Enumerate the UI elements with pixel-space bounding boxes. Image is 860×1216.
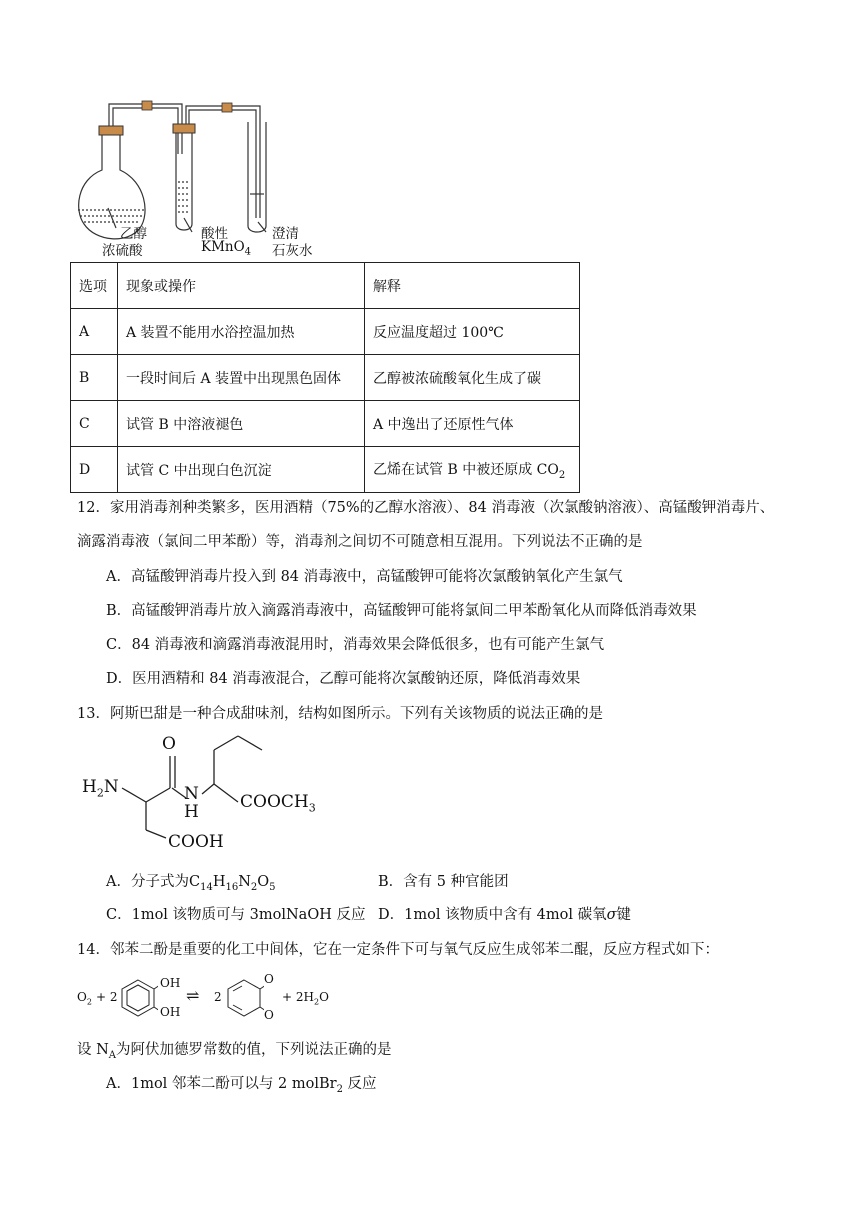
struct-o-label: O bbox=[162, 734, 176, 754]
cell-explanation: 乙醇被浓硫酸氧化生成了碳 bbox=[365, 355, 580, 401]
label-sulfuric-acid: 浓硫酸 bbox=[102, 243, 143, 259]
cell-phenomenon: A 装置不能用水浴控温加热 bbox=[118, 309, 365, 355]
equation-oh-top: OH bbox=[160, 976, 181, 990]
q14-option-a: A．1mol 邻苯二酚可以与 2 molBr$_2$ 反应 bbox=[106, 1076, 377, 1095]
table-header-row bbox=[71, 263, 580, 309]
q13-option-d: D．1mol 该物质中含有 4mol 碳氧σ键 bbox=[378, 907, 632, 923]
label-ethanol: 乙醇 bbox=[120, 226, 147, 242]
cell-option: A bbox=[71, 309, 118, 355]
equation-oh-bottom: OH bbox=[160, 1005, 181, 1019]
label-limewater: 石灰水 bbox=[272, 243, 313, 259]
cell-phenomenon: 一段时间后 A 装置中出现黑色固体 bbox=[118, 355, 365, 401]
header-explanation: 解释 bbox=[365, 263, 580, 309]
cell-option: D bbox=[71, 447, 118, 493]
struct-nh-n: N bbox=[184, 784, 199, 804]
cell-explanation: 乙烯在试管 B 中被还原成 $CO_2$ bbox=[365, 447, 580, 493]
q12-line2: 滴露消毒液（氯间二甲苯酚）等，消毒剂之间切不可随意相互混用。下列说法不正确的是 bbox=[77, 534, 643, 550]
cell-phenomenon: 试管 B 中溶液褪色 bbox=[118, 401, 365, 447]
quinone-ring bbox=[224, 976, 264, 1020]
header-option: 选项 bbox=[71, 263, 118, 309]
cell-explanation: A 中逸出了还原性气体 bbox=[365, 401, 580, 447]
cell-option: B bbox=[71, 355, 118, 401]
table-row bbox=[71, 447, 580, 493]
header-phenomenon: 现象或操作 bbox=[118, 263, 365, 309]
struct-ester-label: $COOCH_3$ bbox=[240, 792, 316, 815]
cell-explanation: 反应温度超过 100℃ bbox=[365, 309, 580, 355]
equation-arrow: ⇌ bbox=[186, 986, 200, 1005]
q12-line1: 12．家用消毒剂种类繁多，医用酒精（75%的乙醇水溶液）、84 消毒液（次氯酸钠溶液）、高锰酸钾消毒片、 bbox=[77, 500, 775, 516]
cell-option: C bbox=[71, 401, 118, 447]
label-acidic: 酸性 bbox=[201, 226, 228, 242]
equation-o-bottom: O bbox=[264, 1008, 274, 1022]
q13-option-c: C．1mol 该物质可与 3molNaOH 反应 bbox=[106, 907, 366, 923]
table-row bbox=[71, 401, 580, 447]
struct-nh-h: H bbox=[184, 802, 199, 822]
equation-o2: $O_2$ bbox=[77, 990, 92, 1007]
options-table bbox=[70, 262, 580, 493]
equation-plus-1: + 2 bbox=[96, 990, 118, 1004]
q12-option-b: B．高锰酸钾消毒片放入滴露消毒液中，高锰酸钾可能将氯间二甲苯酚氧化从而降低消毒效果 bbox=[106, 603, 697, 619]
table-row bbox=[71, 355, 580, 401]
struct-h2n-label: $H_2N$ bbox=[82, 777, 119, 800]
catechol-ring bbox=[118, 976, 158, 1020]
q13-stem: 13．阿斯巴甜是一种合成甜味剂，结构如图所示。下列有关该物质的说法正确的是 bbox=[77, 706, 603, 722]
q12-option-a: A．高锰酸钾消毒片投入到 84 消毒液中，高锰酸钾可能将次氯酸钠氧化产生氯气 bbox=[106, 569, 623, 585]
label-kmno4: KMnO$_4$ bbox=[201, 239, 252, 258]
struct-acid-label: COOH bbox=[168, 832, 224, 852]
equation-plus-2: + $2H_2O$ bbox=[282, 990, 329, 1007]
q13-option-a: A．分子式为$C_{14}H_{16}N_2O_5$ bbox=[106, 874, 276, 893]
test-tube-c bbox=[248, 122, 266, 232]
q14-stem: 14．邻苯二酚是重要的化工中间体，它在一定条件下可与氧气反应生成邻苯二醌，反应方程式如下： bbox=[77, 942, 719, 958]
table-row bbox=[71, 309, 580, 355]
q13-option-b: B．含有 5 种官能团 bbox=[378, 874, 509, 890]
connecting-tube-2 bbox=[186, 106, 260, 218]
q12-option-c: C．84 消毒液和滴露消毒液混用时，消毒效果会降低很多，也有可能产生氯气 bbox=[106, 637, 605, 653]
q12-option-d: D．医用酒精和 84 消毒液混合，乙醇可能将次氯酸钠还原，降低消毒效果 bbox=[106, 671, 581, 687]
equation-o-top: O bbox=[264, 972, 274, 986]
label-clear: 澄清 bbox=[272, 226, 299, 242]
cell-phenomenon: 试管 C 中出现白色沉淀 bbox=[118, 447, 365, 493]
q14-setup: 设 $N_A$为阿伏加德罗常数的值，下列说法正确的是 bbox=[77, 1042, 392, 1061]
equation-coef-2: 2 bbox=[214, 990, 222, 1004]
